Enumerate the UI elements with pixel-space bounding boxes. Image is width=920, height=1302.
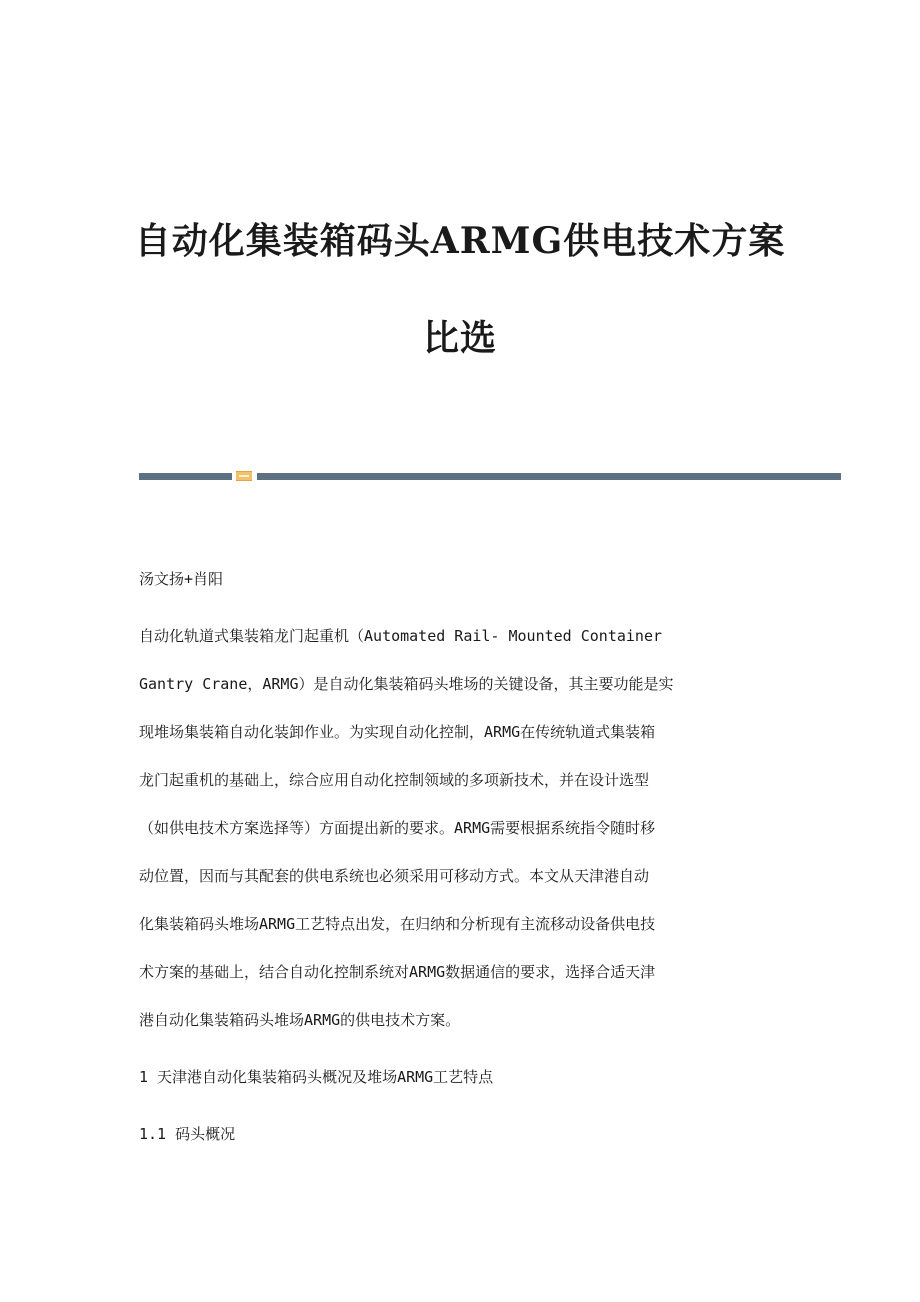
section-heading-1-1: 1.1 码头概况: [139, 1125, 236, 1143]
authors: 汤文扬+肖阳: [139, 570, 224, 588]
abstract-line: 港自动化集装箱码头堆场ARMG的供电技术方案。: [139, 1011, 461, 1029]
abstract-line: 术方案的基础上，结合自动化控制系统对ARMG数据通信的要求，选择合适天津: [139, 963, 656, 981]
section-heading-1: 1 天津港自动化集装箱码头概况及堆场ARMG工艺特点: [139, 1068, 494, 1086]
abstract-line: Gantry Crane，ARMG）是自动化集装箱码头堆场的关键设备，其主要功能是实: [139, 675, 674, 693]
divider-bar-left: [139, 473, 232, 480]
divider-bar-right: [257, 473, 841, 480]
title-divider: [139, 471, 841, 480]
abstract-line: 龙门起重机的基础上，综合应用自动化控制领域的多项新技术，并在设计选型: [139, 771, 650, 789]
abstract-line: 自动化轨道式集装箱龙门起重机（Automated Rail- Mounted Container: [139, 627, 663, 645]
abstract-line: 化集装箱码头堆场ARMG工艺特点出发，在归纳和分析现有主流移动设备供电技: [139, 915, 656, 933]
divider-ornament-icon: [236, 471, 252, 481]
abstract-line: 现堆场集装箱自动化装卸作业。为实现自动化控制，ARMG在传统轨道式集装箱: [139, 723, 656, 741]
abstract-line: （如供电技术方案选择等）方面提出新的要求。ARMG需要根据系统指令随时移: [139, 819, 656, 837]
abstract-line: 动位置，因而与其配套的供电系统也必须采用可移动方式。本文从天津港自动: [139, 867, 650, 885]
document-title-line-2: 比选: [422, 317, 497, 359]
document-title-line-1: 自动化集装箱码头ARMG供电技术方案: [134, 220, 786, 262]
